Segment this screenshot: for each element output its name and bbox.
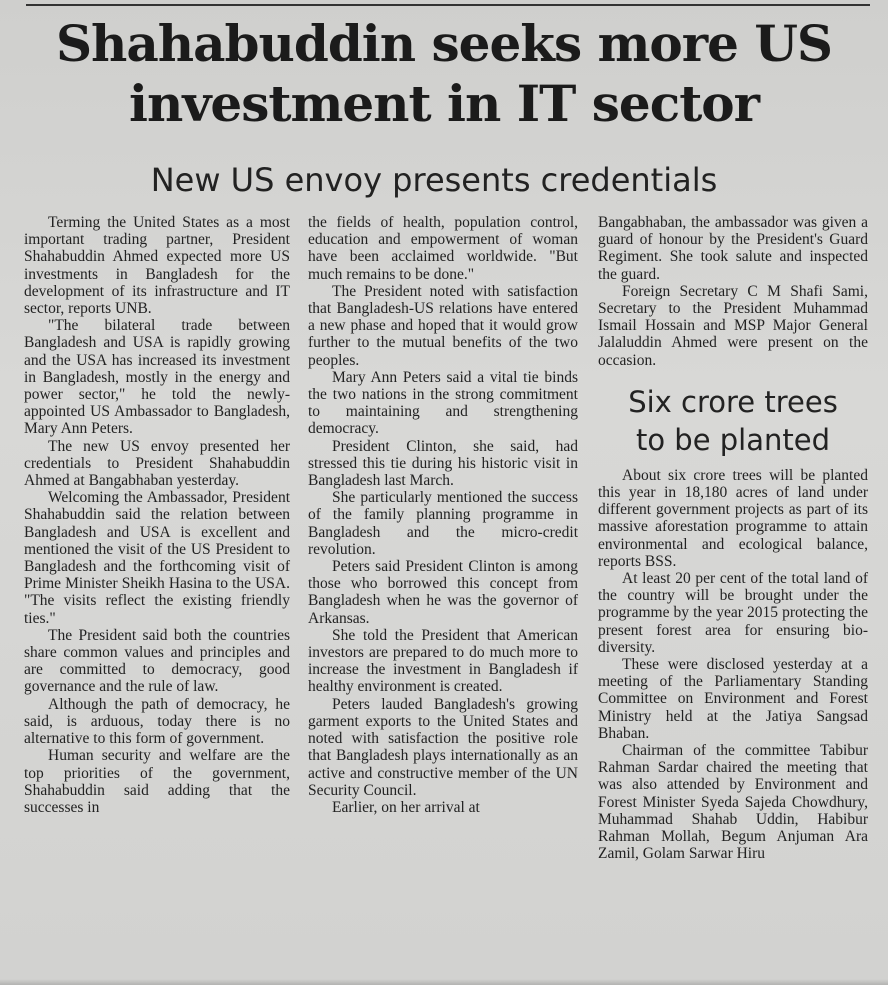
second-headline-line-1: Six crore trees <box>628 384 838 419</box>
subheadline: New US envoy presents credentials <box>150 161 718 199</box>
second-headline-line-2: to be planted <box>635 422 831 457</box>
headline-line-2: investment in IT sector <box>129 74 759 133</box>
paragraph: About six crore trees will be planted this year in 18,180 acres of land under different government projects as part of its massive aforestation programme to attain environmental and ecological balance, reports BSS. <box>598 466 868 570</box>
second-article-headline <box>598 383 868 459</box>
paragraph: At least 20 per cent of the total land of the country will be brought under the programme by the year 2015 protecting the present forest area for ensuring bio-diversity. <box>598 570 868 656</box>
paragraph: Peters lauded Bangladesh's growing garment exports to the United States and noted with satisfaction the positive role that Bangladesh plays internationally as an active and constructive member of the UN Security Council. <box>308 695 578 799</box>
column-3 <box>598 214 868 863</box>
paragraph-continued: Bangabhaban, the ambassador was given a guard of honour by the President's Guard Regiment. She took salute and inspected the guard. <box>598 214 868 283</box>
paragraph: "The bilateral trade between Bangladesh and USA is rapidly growing and the USA has increased its investment in Bangladesh, mostly in the energy and power sector," he told the newly-appointed US Ambassador to Bangladesh, Mary Ann Peters. <box>24 317 290 438</box>
paragraph-continued: the fields of health, population control, education and empowerment of woman have been acclaimed worldwide. "But much remains to be done." <box>308 214 578 283</box>
paragraph: Peters said President Clinton is among those who borrowed this concept from Bangladesh when he was the governor of Arkansas. <box>308 558 578 627</box>
top-rule <box>26 4 870 6</box>
paragraph: The President noted with satisfaction that Bangladesh-US relations have entered a new phase and hoped that it would grow further to the mutual benefits of the two peoples. <box>308 282 578 369</box>
headline <box>20 14 868 134</box>
paragraph: Welcoming the Ambassador, President Shahabuddin said the relation between Bangladesh and USA is excellent and mentioned the visit of the US President to Bangladesh and the forthcoming visit of Prime Minister Sheikh Hasina to the USA. "The visits reflect the existing friendly ties." <box>24 489 290 627</box>
paragraph: Although the path of democracy, he said, is arduous, today there is no alternative to this form of government. <box>24 695 290 748</box>
paragraph: These were disclosed yesterday at a meeting of the Parliamentary Standing Committee on Environment and Forest Ministry held at the Jatiya Sangsad Bhaban. <box>598 656 868 742</box>
paragraph: President Clinton, she said, had stressed this tie during his historic visit in Bangladesh last March. <box>308 437 578 490</box>
page-edge-shadow <box>0 979 888 985</box>
headline-line-1: Shahabuddin seeks more US <box>55 14 833 73</box>
paragraph: The President said both the countries share common values and principles and are committed to democracy, good governance and the rule of law. <box>24 626 290 696</box>
paragraph: The new US envoy presented her credentials to President Shahabuddin Ahmed at Bangabhaban yesterday. <box>24 437 290 490</box>
column-1 <box>24 214 290 816</box>
paragraph: Terming the United States as a most important trading partner, President Shahabuddin Ahmed expected more US investments in Bangladesh for the development of its infrastructure and IT sector, reports UNB. <box>24 214 290 318</box>
paragraph: Human security and welfare are the top priorities of the government, Shahabuddin said adding that the successes in <box>24 747 290 816</box>
paragraph: Mary Ann Peters said a vital tie binds the two nations in the strong commitment to maintaining and strengthening democracy. <box>308 368 578 438</box>
paragraph: Earlier, on her arrival at <box>332 798 480 816</box>
paragraph: She particularly mentioned the success of the family planning programme in Bangladesh and the micro-credit revolution. <box>308 489 578 558</box>
paragraph: Foreign Secretary C M Shafi Sami, Secretary to the President Muhammad Ismail Hossain and MSP Major General Jalaluddin Ahmed were present on the occasion. <box>598 282 868 369</box>
paragraph: She told the President that American investors are prepared to do much more to increase the investment in Bangladesh if healthy environment is created. <box>308 626 578 696</box>
column-2 <box>308 214 578 816</box>
paragraph: Chairman of the committee Tabibur Rahman Sardar chaired the meeting that was also attended by Environment and Forest Minister Syeda Sajeda Chowdhury, Muhammad Shahab Uddin, Habibur Rahman Mollah, Begum Anjuman Ara Zamil, Golam Sarwar Hiru <box>598 742 868 863</box>
